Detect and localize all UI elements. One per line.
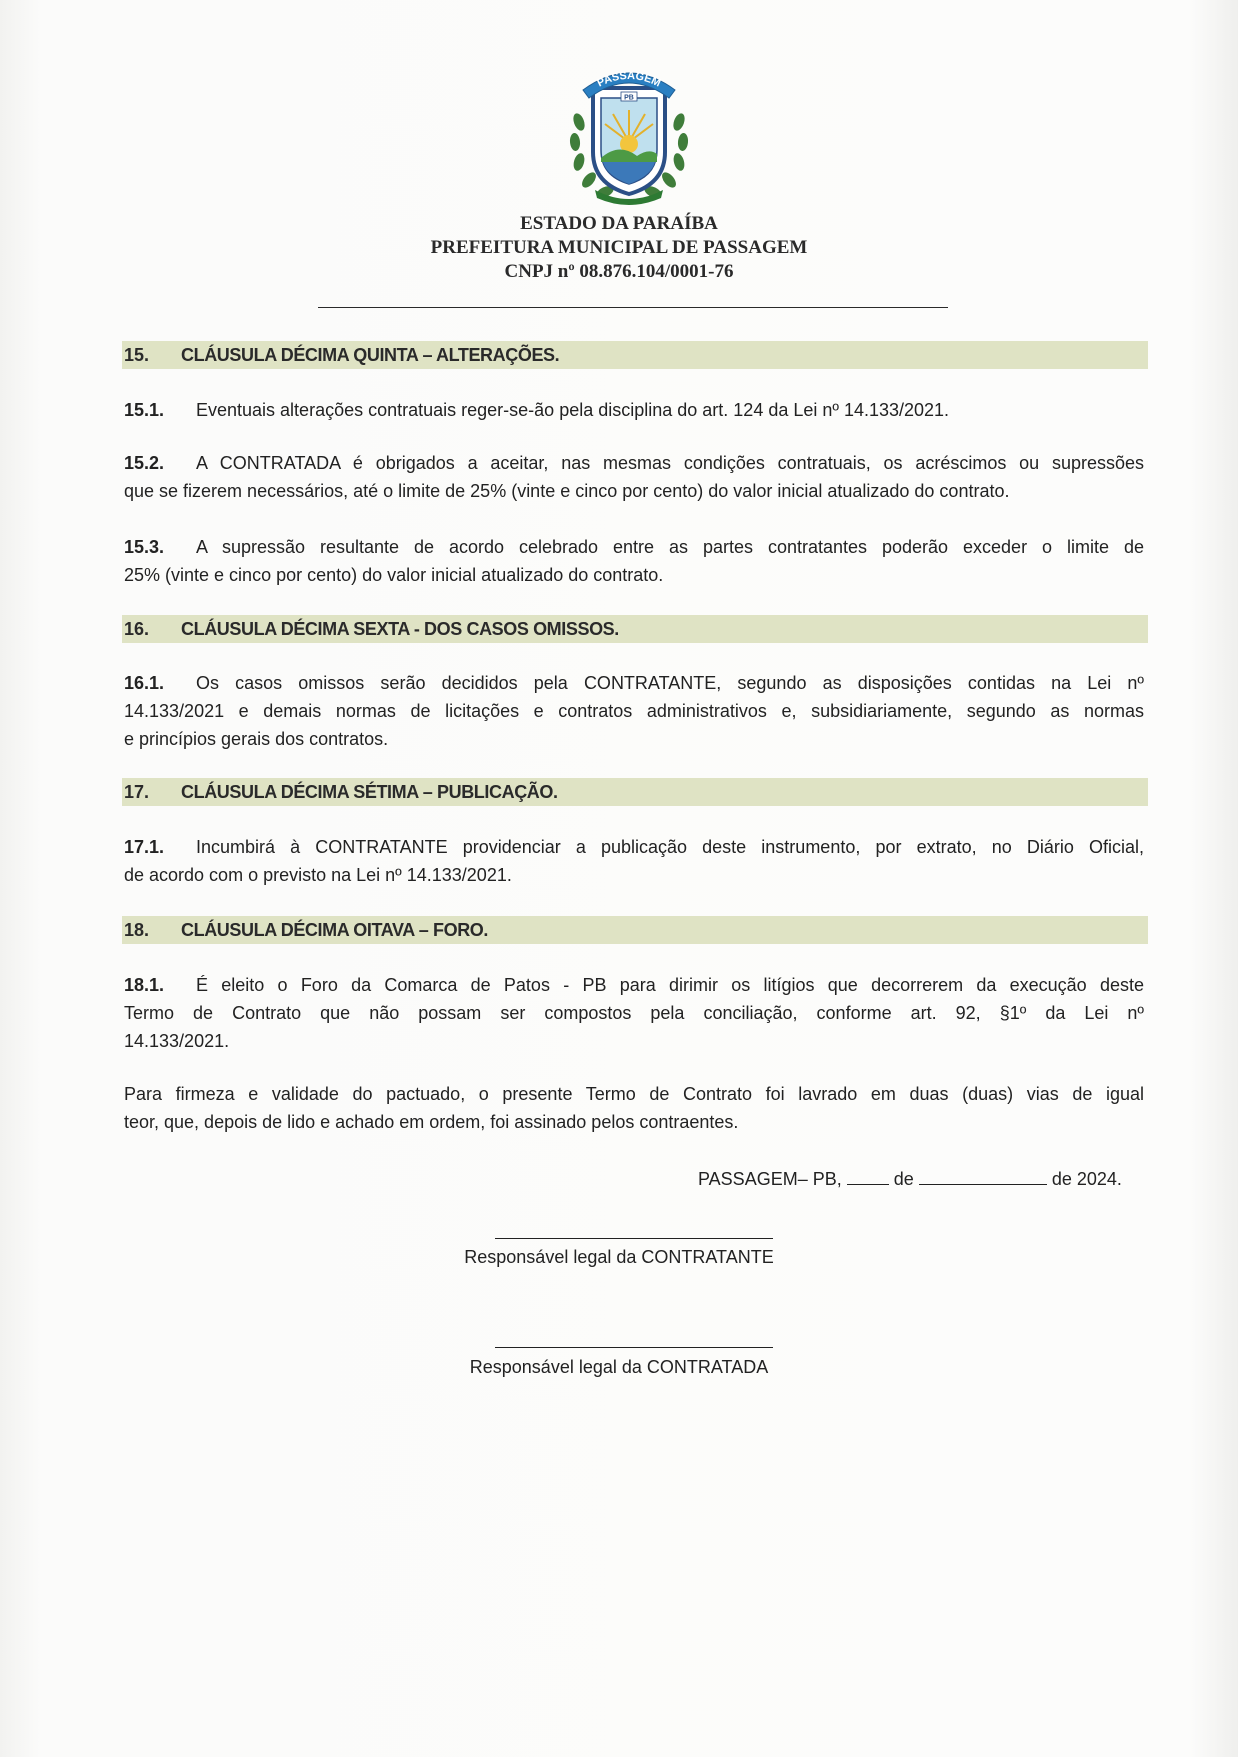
clause-number: 15.1. (124, 400, 165, 420)
section-title: CLÁUSULA DÉCIMA QUINTA – ALTERAÇÕES. (181, 345, 560, 365)
clause-paragraph (124, 833, 1144, 889)
clause-number: 15.2. (124, 453, 165, 473)
section-heading (122, 615, 1148, 643)
signature-label-contratada: Responsável legal da CONTRATADA (469, 1357, 769, 1377)
clause-text: Eventuais alterações contratuais reger-se-ão pela disciplina do art. 124 da Lei nº 14.133/2021. (196, 400, 950, 420)
clause-paragraph (124, 533, 1144, 589)
clause-text: A supressão resultante de acordo celebrado entre as partes contratantes poderão exceder o limite de (196, 537, 1144, 557)
section-title: CLÁUSULA DÉCIMA OITAVA – FORO. (181, 920, 488, 940)
clause-text: Incumbirá à CONTRATANTE providenciar a publicação deste instrumento, por extrato, no Diário Oficial, (196, 837, 1144, 857)
clause-text: Termo de Contrato que não possam ser compostos pela conciliação, conforme art. 92, §1º da Lei nº (124, 1003, 1144, 1023)
header-state: ESTADO DA PARAÍBA (520, 213, 718, 234)
clause-text: que se fizerem necessários, até o limite de 25% (vinte e cinco por cento) do valor inicial atualizado do contrato. (124, 481, 1010, 501)
clause-text: 14.133/2021 e demais normas de licitações e contratos administrativos e, subsidiariamente, segundo as normas (124, 701, 1144, 721)
clause-number: 18.1. (124, 975, 165, 995)
clause-text: 14.133/2021. (124, 1031, 230, 1051)
month-blank (919, 1164, 1047, 1185)
clause-paragraph (124, 396, 1144, 424)
closing-paragraph (124, 1080, 1144, 1136)
date-place: PASSAGEM– PB, (698, 1169, 842, 1189)
closing-text: Para firmeza e validade do pactuado, o presente Termo de Contrato foi lavrado em duas (duas) vias de igual (124, 1084, 1144, 1104)
clause-text: e princípios gerais dos contratos. (124, 729, 389, 749)
clause-paragraph (124, 669, 1144, 753)
section-number: 18. (124, 920, 150, 940)
header-cnpj: CNPJ nº 08.876.104/0001-76 (504, 261, 734, 282)
clause-text: Os casos omissos serão decididos pela CONTRATANTE, segundo as disposições contidas na Lei nº (196, 673, 1144, 693)
clause-paragraph (124, 971, 1144, 1055)
section-heading (122, 916, 1148, 944)
date-de: de (893, 1169, 914, 1189)
day-blank (847, 1164, 889, 1185)
signature-label-contratante: Responsável legal da CONTRATANTE (464, 1247, 774, 1267)
municipal-crest-logo (565, 62, 693, 210)
clause-text: É eleito o Foro da Comarca de Patos - PB para dirimir os litígios que decorrerem da execução deste (196, 975, 1144, 995)
section-number: 17. (124, 782, 150, 802)
closing-text: teor, que, depois de lido e achado em ordem, foi assinado pelos contraentes. (124, 1112, 739, 1132)
clause-number: 17.1. (124, 837, 165, 857)
section-heading (122, 778, 1148, 806)
date-line (698, 1164, 1122, 1193)
signature-line-contratada (495, 1347, 773, 1348)
clause-text: de acordo com o previsto na Lei nº 14.133/2021. (124, 865, 512, 885)
header-municipality: PREFEITURA MUNICIPAL DE PASSAGEM (430, 237, 808, 258)
section-title: CLÁUSULA DÉCIMA SÉTIMA – PUBLICAÇÃO. (181, 782, 558, 802)
section-number: 16. (124, 619, 150, 639)
clause-paragraph (124, 449, 1144, 505)
section-number: 15. (124, 345, 150, 365)
clause-text: A CONTRATADA é obrigados a aceitar, nas mesmas condições contratuais, os acréscimos ou supressões (196, 453, 1144, 473)
section-heading (122, 341, 1148, 369)
crest-banner-text: PASSAGEM (595, 69, 663, 90)
date-year: de 2024. (1051, 1169, 1122, 1189)
clause-text: 25% (vinte e cinco por cento) do valor inicial atualizado do contrato. (124, 565, 664, 585)
crest-sub-text: PB (624, 94, 634, 102)
signature-line-contratante (495, 1238, 773, 1239)
section-title: CLÁUSULA DÉCIMA SEXTA - DOS CASOS OMISSOS. (181, 619, 619, 639)
header-divider (318, 307, 948, 308)
clause-number: 16.1. (124, 673, 165, 693)
clause-number: 15.3. (124, 537, 165, 557)
